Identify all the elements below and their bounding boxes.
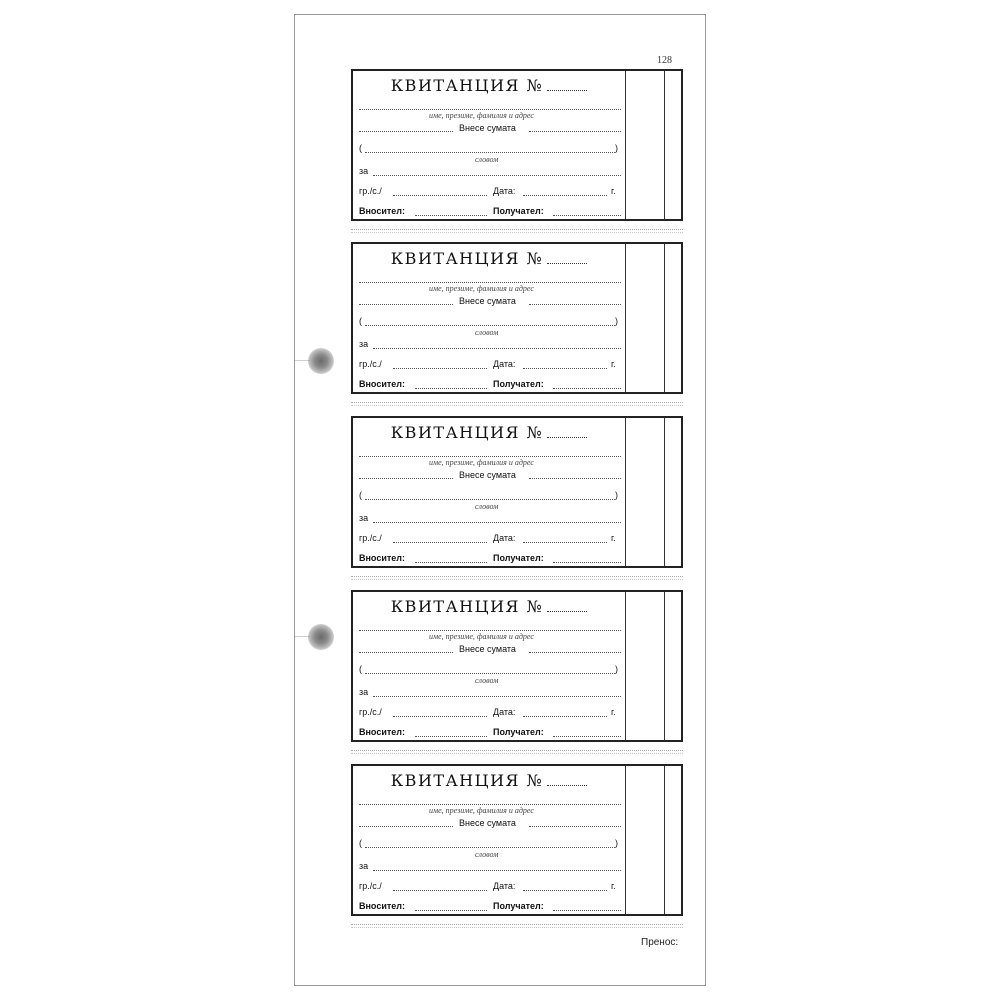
receiver-label: Получател: — [493, 553, 544, 563]
payer-signature-field[interactable] — [415, 388, 487, 389]
amount-lead-field[interactable] — [359, 478, 453, 479]
purpose-field[interactable] — [373, 696, 621, 697]
perforation-line — [351, 927, 683, 928]
receipt-title: КВИТАНЦИЯ № — [390, 76, 544, 95]
name-caption: име, презиме, фамилия и адрес — [429, 111, 534, 120]
payer-label: Вносител: — [359, 379, 405, 389]
receipt-title: КВИТАНЦИЯ № — [390, 249, 544, 268]
receipt-form — [351, 416, 683, 568]
receipt-form — [351, 69, 683, 221]
for-label: за — [359, 513, 369, 523]
date-field[interactable] — [523, 368, 607, 369]
date-label: Дата: — [493, 359, 516, 369]
amount-label: Внесе сумата — [459, 470, 516, 480]
receiver-signature-field[interactable] — [553, 910, 621, 911]
payer-name-field[interactable] — [359, 630, 621, 631]
payer-label: Вносител: — [359, 206, 405, 216]
receiver-signature-field[interactable] — [553, 562, 621, 563]
words-caption: словом — [475, 155, 499, 164]
for-label: за — [359, 166, 369, 176]
city-field[interactable] — [393, 542, 487, 543]
receipt-title-row — [353, 771, 625, 791]
city-field[interactable] — [393, 890, 487, 891]
receiver-label: Получател: — [493, 901, 544, 911]
amount-field[interactable] — [529, 304, 621, 305]
date-label: Дата: — [493, 533, 516, 543]
city-label: гр./с./ — [359, 707, 382, 717]
receiver-signature-field[interactable] — [553, 215, 621, 216]
receipt-book-page — [294, 14, 706, 986]
date-label: Дата: — [493, 881, 516, 891]
date-field[interactable] — [523, 195, 607, 196]
stub-divider — [664, 592, 665, 740]
payer-name-field[interactable] — [359, 282, 621, 283]
payer-label: Вносител: — [359, 901, 405, 911]
receipt-number-field[interactable] — [547, 262, 587, 264]
paren-open: ( — [359, 664, 362, 674]
receipt-title-row — [353, 597, 625, 617]
words-caption: словом — [475, 328, 499, 337]
name-caption: име, презиме, фамилия и адрес — [429, 806, 534, 815]
paren-open: ( — [359, 143, 362, 153]
punch-hole-icon — [308, 348, 334, 374]
stub-divider — [664, 766, 665, 914]
city-field[interactable] — [393, 368, 487, 369]
page-number: 128 — [657, 55, 672, 66]
amount-lead-field[interactable] — [359, 304, 453, 305]
payer-signature-field[interactable] — [415, 562, 487, 563]
perforation-line — [351, 232, 683, 233]
words-caption: словом — [475, 502, 499, 511]
name-caption: име, презиме, фамилия и адрес — [429, 284, 534, 293]
amount-field[interactable] — [529, 478, 621, 479]
paren-open: ( — [359, 838, 362, 848]
city-label: гр./с./ — [359, 186, 382, 196]
amount-lead-field[interactable] — [359, 131, 453, 132]
perforation-line — [351, 405, 683, 406]
amount-lead-field[interactable] — [359, 652, 453, 653]
punch-hole-icon — [308, 624, 334, 650]
receiver-label: Получател: — [493, 727, 544, 737]
words-caption: словом — [475, 850, 499, 859]
amount-label: Внесе сумата — [459, 818, 516, 828]
amount-words-field[interactable] — [365, 673, 615, 674]
amount-words-field[interactable] — [365, 325, 615, 326]
year-label: г. — [611, 533, 616, 543]
receipt-number-field[interactable] — [547, 784, 587, 786]
payer-label: Вносител: — [359, 727, 405, 737]
payer-signature-field[interactable] — [415, 910, 487, 911]
receiver-label: Получател: — [493, 206, 544, 216]
date-field[interactable] — [523, 890, 607, 891]
date-field[interactable] — [523, 716, 607, 717]
receipt-title-row — [353, 76, 625, 96]
for-label: за — [359, 861, 369, 871]
receipt-title: КВИТАНЦИЯ № — [390, 771, 544, 790]
year-label: г. — [611, 186, 616, 196]
paren-close: ) — [615, 838, 618, 848]
amount-label: Внесе сумата — [459, 644, 516, 654]
paren-close: ) — [615, 664, 618, 674]
stub-divider — [664, 244, 665, 392]
receipt-title-row — [353, 249, 625, 269]
payer-name-field[interactable] — [359, 109, 621, 110]
payer-name-field[interactable] — [359, 456, 621, 457]
date-field[interactable] — [523, 542, 607, 543]
stub-divider — [625, 244, 626, 392]
amount-words-field[interactable] — [365, 847, 615, 848]
perforation-line — [351, 924, 683, 925]
amount-label: Внесе сумата — [459, 296, 516, 306]
city-label: гр./с./ — [359, 359, 382, 369]
date-label: Дата: — [493, 186, 516, 196]
for-label: за — [359, 339, 369, 349]
words-caption: словом — [475, 676, 499, 685]
amount-words-field[interactable] — [365, 152, 615, 153]
amount-field[interactable] — [529, 652, 621, 653]
payer-label: Вносител: — [359, 553, 405, 563]
receiver-signature-field[interactable] — [553, 388, 621, 389]
amount-lead-field[interactable] — [359, 826, 453, 827]
purpose-field[interactable] — [373, 175, 621, 176]
name-caption: име, презиме, фамилия и адрес — [429, 632, 534, 641]
city-field[interactable] — [393, 716, 487, 717]
amount-words-field[interactable] — [365, 499, 615, 500]
amount-field[interactable] — [529, 826, 621, 827]
amount-label: Внесе сумата — [459, 123, 516, 133]
city-field[interactable] — [393, 195, 487, 196]
receipt-form — [351, 764, 683, 916]
receipt-number-field[interactable] — [547, 89, 587, 91]
payer-name-field[interactable] — [359, 804, 621, 805]
perforation-line — [351, 750, 683, 751]
stub-divider — [625, 71, 626, 219]
stub-divider — [625, 592, 626, 740]
perforation-line — [351, 402, 683, 403]
payer-signature-field[interactable] — [415, 215, 487, 216]
stub-divider — [625, 418, 626, 566]
paren-open: ( — [359, 490, 362, 500]
paren-open: ( — [359, 316, 362, 326]
carry-label: Пренос: — [641, 937, 679, 948]
year-label: г. — [611, 881, 616, 891]
purpose-field[interactable] — [373, 348, 621, 349]
perforation-line — [351, 579, 683, 580]
paren-close: ) — [615, 316, 618, 326]
amount-field[interactable] — [529, 131, 621, 132]
receiver-signature-field[interactable] — [553, 736, 621, 737]
purpose-field[interactable] — [373, 522, 621, 523]
stub-divider — [664, 418, 665, 566]
receiver-label: Получател: — [493, 379, 544, 389]
city-label: гр./с./ — [359, 533, 382, 543]
purpose-field[interactable] — [373, 870, 621, 871]
year-label: г. — [611, 707, 616, 717]
receipt-number-field[interactable] — [547, 610, 587, 612]
receipt-title: КВИТАНЦИЯ № — [390, 423, 544, 442]
perforation-line — [351, 753, 683, 754]
stub-divider — [625, 766, 626, 914]
stub-divider — [664, 71, 665, 219]
year-label: г. — [611, 359, 616, 369]
receipt-title: КВИТАНЦИЯ № — [390, 597, 544, 616]
name-caption: име, презиме, фамилия и адрес — [429, 458, 534, 467]
paren-close: ) — [615, 490, 618, 500]
receipt-title-row — [353, 423, 625, 443]
perforation-line — [351, 229, 683, 230]
receipt-number-field[interactable] — [547, 436, 587, 438]
for-label: за — [359, 687, 369, 697]
receipt-form — [351, 590, 683, 742]
city-label: гр./с./ — [359, 881, 382, 891]
paren-close: ) — [615, 143, 618, 153]
payer-signature-field[interactable] — [415, 736, 487, 737]
date-label: Дата: — [493, 707, 516, 717]
perforation-line — [351, 576, 683, 577]
receipt-form — [351, 242, 683, 394]
